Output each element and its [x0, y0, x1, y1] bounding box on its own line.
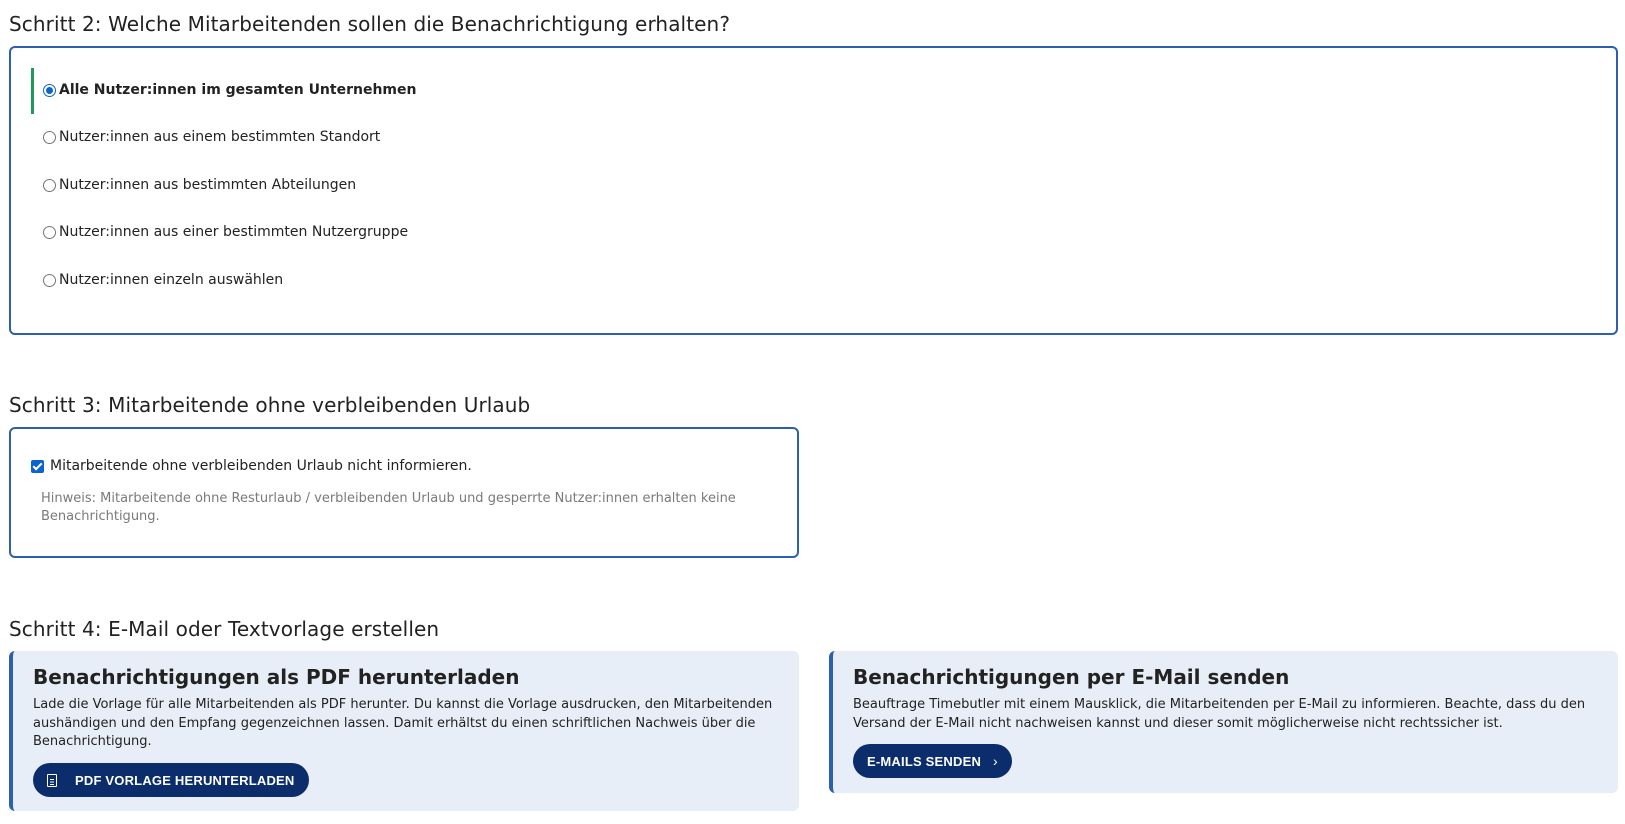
hint-text: Hinweis: Mitarbeitende ohne Resturlaub / verbleibenden Urlaub und gesperrte Nutzer:innen erhalten keine Benachrichtigung. — [41, 491, 736, 524]
download-pdf-label: PDF VORLAGE HERUNTERLADEN — [75, 772, 295, 788]
option-user-group[interactable] — [31, 220, 408, 244]
radio-button[interactable] — [43, 226, 56, 239]
pdf-card-text: Lade die Vorlage für alle Mitarbeitenden als PDF herunter. Du kannst die Vorlage ausdrucken, den Mitarbeitenden aushändigen und den Empfang gegenzeichnen lassen. Damit erhältst du einen schriftlichen Nachweis über die Benachrichtigung. — [33, 697, 773, 749]
radio-button[interactable] — [43, 179, 56, 192]
step3-title: Schritt 3: Mitarbeitende ohne verbleibenden Urlaub — [9, 393, 531, 417]
send-emails-button[interactable] — [853, 744, 1012, 778]
option-label: Alle Nutzer:innen im gesamten Unternehmen — [59, 82, 417, 98]
option-location[interactable] — [31, 125, 380, 149]
step4-title: Schritt 4: E-Mail oder Textvorlage erstellen — [9, 617, 440, 641]
option-label: Nutzer:innen aus einem bestimmten Standort — [59, 129, 381, 145]
document-icon — [47, 774, 57, 787]
radio-button[interactable] — [43, 274, 56, 287]
option-label: Nutzer:innen aus bestimmten Abteilungen — [59, 177, 357, 193]
download-pdf-button[interactable] — [33, 763, 309, 797]
radio-button[interactable] — [43, 131, 56, 144]
email-card-title: Benachrichtigungen per E-Mail senden — [853, 665, 1290, 689]
radio-button[interactable] — [43, 84, 56, 97]
option-label: Nutzer:innen einzeln auswählen — [59, 272, 284, 288]
pdf-card — [9, 651, 799, 811]
email-card — [829, 651, 1618, 793]
checkbox[interactable] — [31, 460, 44, 473]
email-card-text: Beauftrage Timebutler mit einem Mausklick, die Mitarbeitenden per E-Mail zu informieren. Beachte, dass du den Versand der E-Mail nicht nachweisen kannst und dieser somit möglicherweise nicht rechtssicher ist. — [853, 697, 1586, 731]
checkbox-label: Mitarbeitende ohne verbleibenden Urlaub nicht informieren. — [50, 458, 472, 474]
option-label: Nutzer:innen aus einer bestimmten Nutzergruppe — [59, 224, 409, 240]
pdf-card-title: Benachrichtigungen als PDF herunterladen — [33, 665, 520, 689]
no-vacation-checkbox-row[interactable] — [31, 458, 472, 474]
option-departments[interactable] — [31, 173, 356, 197]
send-emails-label: E-MAILS SENDEN — [867, 753, 982, 769]
option-all-users[interactable] — [31, 78, 416, 102]
chevron-right-icon: › — [993, 753, 998, 769]
step2-title: Schritt 2: Welche Mitarbeitenden sollen die Benachrichtigung erhalten? — [9, 12, 731, 36]
option-individual[interactable] — [31, 268, 283, 292]
